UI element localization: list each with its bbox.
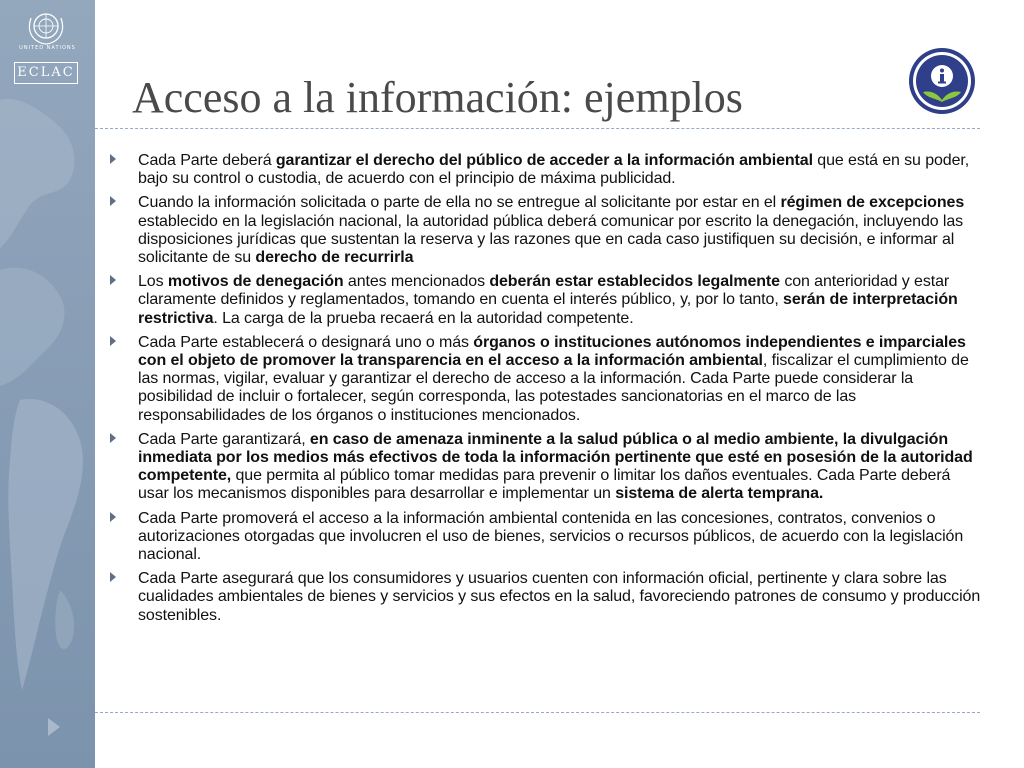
bold-text: órganos o instituciones autónomos independientes e imparciales con el objeto de promover la transparencia en el acceso a la información ambiental [138, 333, 966, 370]
body-text: que está en su poder, bajo su control o custodia, de acuerdo con el principio de máxima publicidad. [138, 152, 970, 188]
body-text: establecido en la legislación nacional, la autoridad pública deberá comunicar por escrito la denegación, incluyendo las disposiciones jurídicas que sustentan la reserva y las razones que en cada caso justifiquen su decisión, e informar al solicitante de su [138, 212, 964, 267]
body-text: , fiscalizar el cumplimiento de las normas, vigilar, evaluar y garantizar el derecho de acceso a la información. Cada Parte puede considerar la posibilidad de incluir o fortalecer, según corresponda, las potestades sancionatorias en el marco de las responsabilidades de los órganos o instituciones mencionados. [138, 352, 969, 424]
bullet-item [110, 152, 984, 188]
bold-text: deberán estar establecidos legalmente [489, 273, 780, 291]
bullet-item [110, 431, 984, 504]
title-divider [95, 128, 980, 129]
sidebar-band [0, 0, 95, 768]
body-text: . La carga de la prueba recaerá en la autoridad competente. [213, 309, 634, 327]
sidebar-arrow-icon [48, 718, 60, 736]
info-leaf-icon [907, 46, 977, 116]
un-emblem-icon [26, 6, 66, 46]
body-text: Cada Parte deberá [138, 152, 276, 169]
body-text: antes mencionados [343, 273, 490, 291]
bold-text: en caso de amenaza inminente a la salud pública o al medio ambiente, la divulgación inmediata por los medios más efectivos de toda la información pertinente que esté en posesión de la autoridad competente, [138, 430, 973, 485]
triangle-bullet-icon [110, 275, 116, 285]
body-text: Cada Parte promoverá el acceso a la información ambiental contenida en las concesiones, contratos, convenios o autorizaciones otorgadas que involucren el uso de bienes, servicios o recursos públicos, de acuerdo con la legislación nacional. [138, 509, 964, 564]
triangle-bullet-icon [110, 336, 116, 346]
bullet-item [110, 273, 984, 328]
bold-text: régimen de excepciones [780, 194, 965, 212]
bold-text: sistema de alerta temprana. [615, 485, 824, 503]
body-text: que permita al público tomar medidas para prevenir o limitar los daños eventuales. Cada Parte deberá usar los mecanismos disponibles para desarrollar e implementar un [138, 467, 951, 503]
bullet-list [110, 152, 984, 631]
eclac-logo: ECLAC [14, 62, 78, 84]
triangle-bullet-icon [110, 154, 116, 164]
triangle-bullet-icon [110, 572, 116, 582]
bullet-item [110, 194, 984, 267]
body-text: Cada Parte garantizará, [138, 430, 310, 448]
slide-title: Acceso a la información: ejemplos [132, 73, 743, 122]
bullet-item [110, 570, 984, 625]
triangle-bullet-icon [110, 512, 116, 522]
body-text: Los [138, 273, 168, 291]
un-org-label: UNITED NATIONS [19, 45, 76, 51]
triangle-bullet-icon [110, 433, 116, 443]
bold-text: motivos de denegación [167, 273, 344, 291]
bold-text: garantizar el derecho del público de acceder a la información ambiental [275, 152, 813, 169]
bold-text: derecho de recurrirla [255, 249, 414, 267]
bullet-item [110, 334, 984, 425]
body-text: Cada Parte asegurará que los consumidores y usuarios cuenten con información oficial, pertinente y clara sobre las cualidades ambientales de bienes y servicios y sus efectos en la salud, favoreciendo patrones de consumo y producción sostenibles. [138, 570, 981, 624]
bold-text: serán de interpretación restrictiva [138, 291, 958, 327]
world-map-graphic [0, 0, 95, 768]
body-text: Cada Parte establecerá o designará uno o más [138, 333, 474, 351]
bullet-item [110, 510, 984, 565]
body-text: con anterioridad y estar claramente definidos y reglamentados, tomando en cuenta el interés público, y, por lo tanto, [138, 273, 950, 309]
body-text: Cuando la información solicitada o parte de ella no se entregue al solicitante por estar en el [138, 194, 781, 212]
footer-divider [95, 712, 980, 713]
triangle-bullet-icon [110, 196, 116, 206]
